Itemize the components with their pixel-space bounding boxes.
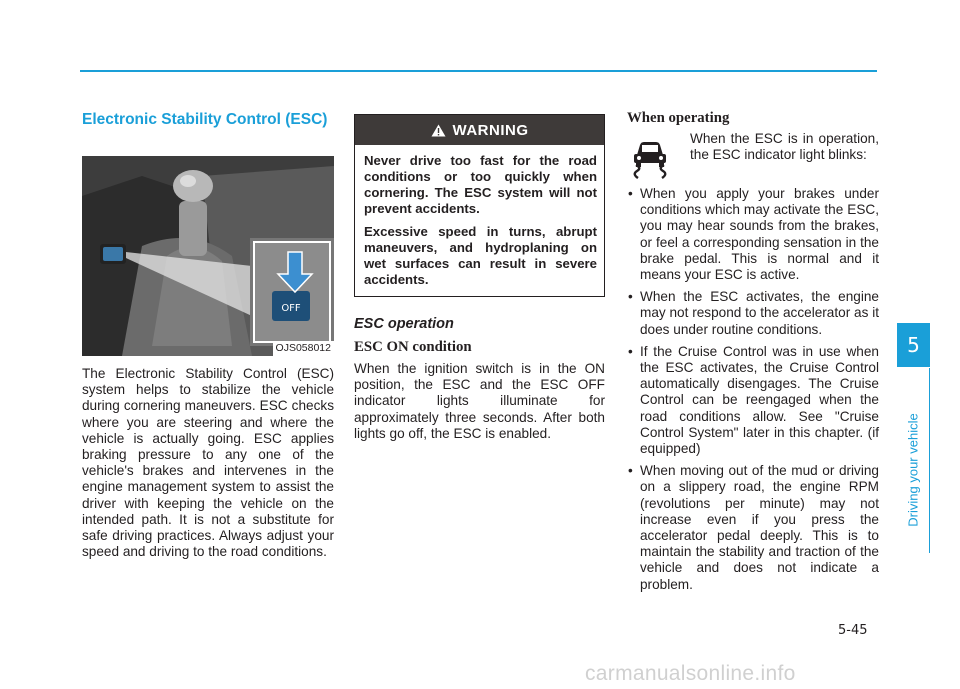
section-title: Electronic Stability Control (ESC) [82,111,328,128]
warning-box [354,114,605,297]
console-illustration [82,156,334,356]
chapter-number-tab: 5 [897,323,930,367]
list-item: • If the Cruise Control was in use when the ESC activates, the Cruise Control automatically disengages. The Cruise Control can be reengaged when the road conditions allow. See "Cruise Control System" later in this chapter. (if equipped) [627,344,879,457]
image-code: OJS058012 [273,341,334,356]
list-item: • When moving out of the mud or driving on a slippery road, the engine RPM (revolutions per minute) may not increase even if you press the accelerator pedal deeply. This is to maintain the stability and traction of the vehicle and does not indicate a problem. [627,463,879,593]
header-rule [80,70,877,72]
when-operating-list [627,186,879,599]
list-item: • When you apply your brakes under conditions which may activate the ESC, you may hear sounds from the brakes, or feel a corresponding sensation in the brake pedal. This is normal and it means your ESC is active. [627,186,879,283]
chapter-side-rule [929,368,930,553]
esc-on-condition-text: When the ignition switch is in the ON position, the ESC and the ESC OFF indicator lights illuminate for approximately three seconds. After both lights go off, the ESC is enabled. [354,361,605,441]
esc-indicator-icon [628,135,672,179]
chapter-title: Driving your vehicle [905,413,921,527]
svg-text:OFF: OFF [281,303,301,314]
warning-triangle-icon [431,124,446,137]
esc-button-photo [82,156,334,356]
warning-paragraph: Excessive speed in turns, abrupt maneuvers, and hydroplaning on wet surfaces can result in severe accidents. [364,224,597,287]
warning-label: WARNING [452,121,529,139]
warning-body [355,145,604,288]
warning-paragraph: Never drive too fast for the road conditions or too quickly when cornering. The ESC system will not prevent accidents. [364,153,597,216]
esc-intro-text: The Electronic Stability Control (ESC) system helps to stabilize the vehicle during cornering maneuvers. ESC checks where you are steering and where the vehicle is actually going. ESC applies braking pressure to any one of the vehicle's brakes and intervenes in the engine management system to assist the driver with keeping the vehicle on the intended path. It is not a substitute for safe driving practices. Always adjust your speed and driving to the road conditions. [82,366,334,560]
warning-header [355,115,604,145]
when-operating-intro: When the ESC is in operation, the ESC indicator light blinks: [690,131,879,163]
when-operating-heading: When operating [627,110,730,126]
page-number: 5-45 [838,623,868,638]
watermark: carmanualsonline.info [585,662,796,685]
esc-operation-heading: ESC operation [354,316,454,332]
list-item: • When the ESC activates, the engine may not respond to the accelerator as it does under routine conditions. [627,289,879,338]
esc-on-condition-heading: ESC ON condition [354,339,472,355]
